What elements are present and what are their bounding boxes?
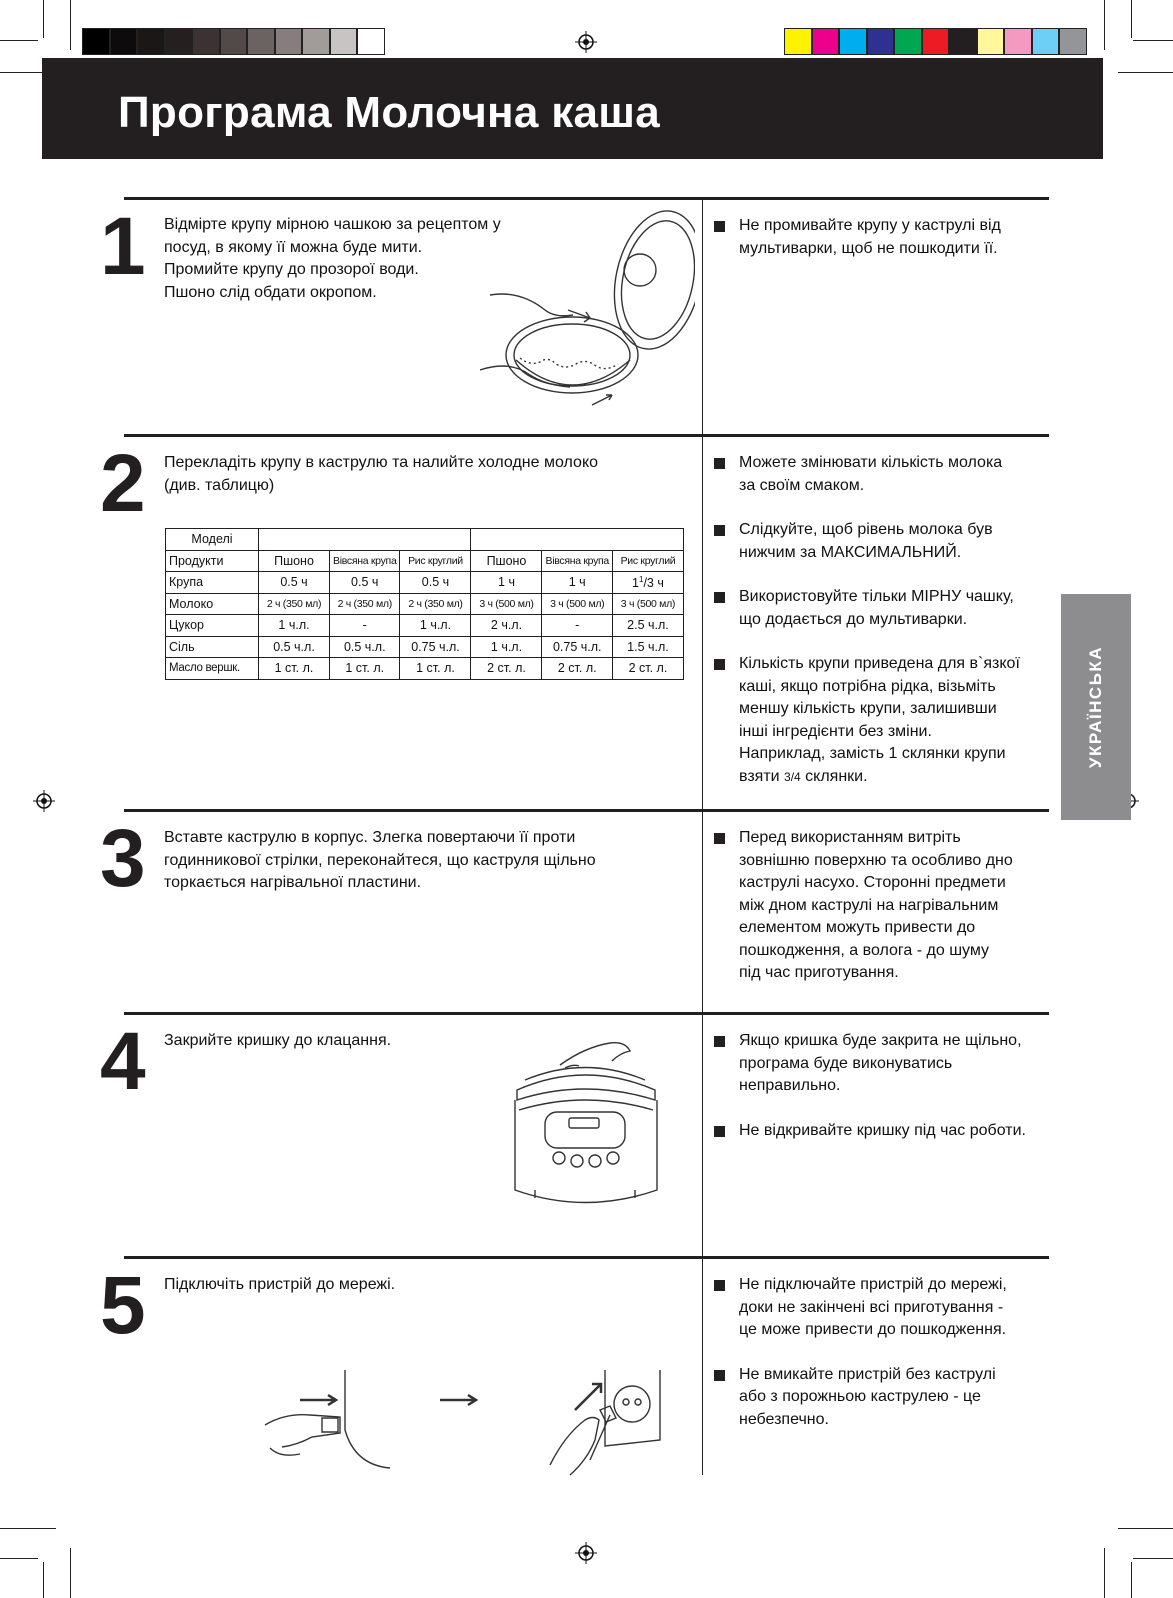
- note-item: [714, 1364, 1059, 1432]
- gray-swatch: [137, 28, 165, 55]
- crop-mark: [1133, 1558, 1173, 1559]
- color-swatch: [1059, 28, 1087, 55]
- step-2-line: (див. таблицю): [164, 476, 275, 494]
- square-bullet-icon: [714, 1280, 725, 1291]
- fraction: 3/4: [784, 769, 801, 784]
- table-cell: 1 ст. л.: [259, 658, 330, 680]
- note-line: Кількість крупи приведена для в`язкої: [739, 655, 1020, 672]
- note-line: Наприклад, замість 1 склянки крупи: [739, 745, 1006, 762]
- table-cell: [612, 572, 683, 594]
- crop-mark: [1118, 72, 1173, 73]
- note-line: [739, 766, 1059, 789]
- table-cell: Вівсяна крупа: [542, 550, 612, 572]
- note-line: що додається до мультиварки.: [739, 610, 968, 628]
- table-row: [166, 658, 684, 680]
- note-item: [714, 586, 1059, 631]
- square-bullet-icon: [714, 659, 725, 670]
- note-line: Не вмикайте пристрій без каструлі: [739, 1365, 996, 1383]
- step-3-notes: [714, 827, 1059, 1007]
- table-cell: 0.5 ч.л.: [259, 636, 330, 658]
- table-cell: 2.5 ч.л.: [612, 615, 683, 637]
- gray-swatch: [82, 28, 110, 55]
- page-title: Програма Молочна каша: [118, 88, 661, 137]
- gray-swatch: [247, 28, 275, 55]
- table-cell: Цукор: [166, 615, 259, 637]
- square-bullet-icon: [714, 1370, 725, 1381]
- table-cell: 3 ч (500 мл): [612, 593, 683, 615]
- color-swatch: [812, 28, 840, 55]
- square-bullet-icon: [714, 221, 725, 232]
- step-3-line: годинникової стрілки, переконайтеся, що каструля щільно: [164, 851, 596, 869]
- table-cell: 2 ст. л.: [471, 658, 542, 680]
- note-line: каструлі насухо. Сторонні предмети: [739, 874, 1006, 891]
- note-item: [714, 1274, 1059, 1342]
- step-1-notes: [714, 215, 1059, 282]
- crop-mark: [1104, 0, 1105, 50]
- note-line: Слідкуйте, щоб рівень молока був: [739, 521, 993, 538]
- note-line: під час приготування.: [739, 964, 899, 981]
- table-cell: 0.75 ч.л.: [400, 636, 471, 658]
- registration-mark-icon: [33, 790, 55, 812]
- table-cell: 1 ч.л.: [400, 615, 471, 637]
- step-1-line: посуд, в якому її можна буде мити.: [164, 238, 423, 256]
- crop-mark: [1131, 1562, 1132, 1598]
- gray-swatch: [110, 28, 138, 55]
- table-row: [166, 572, 684, 594]
- language-label: УКРАЇНСЬКА: [1086, 645, 1105, 769]
- table-cell: 3 ч (500 мл): [471, 593, 542, 615]
- step-2-notes: [714, 452, 1059, 810]
- note-line: доки не закінчені всі приготування -: [739, 1298, 1004, 1316]
- crop-mark: [1133, 40, 1173, 41]
- note-line: пошкодження, а волога - до шуму: [739, 941, 990, 959]
- note-item: [714, 452, 1059, 497]
- table-cell: [471, 529, 683, 551]
- crop-mark: [0, 1528, 56, 1529]
- table-cell: 2 ч (350 мл): [259, 593, 330, 615]
- crop-mark: [1131, 0, 1132, 38]
- gray-swatch: [220, 28, 248, 55]
- table-cell: 1 ст. л.: [330, 658, 400, 680]
- crop-mark: [43, 0, 44, 38]
- section-divider: [124, 1256, 1049, 1259]
- step-4-number: 4: [100, 1016, 146, 1107]
- note-line: каші, якщо потрібна рідка, візьміть: [739, 677, 996, 695]
- table-cell: 1 ч: [542, 572, 612, 594]
- crop-mark: [1104, 1548, 1105, 1598]
- table-cell: 0.75 ч.л.: [542, 636, 612, 658]
- multicooker-closed-lid-illustration: [505, 1040, 680, 1225]
- gray-swatch: [357, 28, 385, 55]
- table-cell: 2 ст. л.: [612, 658, 683, 680]
- step-4-notes: [714, 1030, 1059, 1164]
- color-swatch: [784, 28, 812, 55]
- note-line: мультиварки, щоб не пошкодити її.: [739, 239, 998, 257]
- square-bullet-icon: [714, 592, 725, 603]
- table-cell: Продукти: [166, 550, 259, 572]
- registration-mark-icon: [575, 1542, 597, 1564]
- table-cell: Сіль: [166, 636, 259, 658]
- table-cell: Крупа: [166, 572, 259, 594]
- note-line: Не підключайте пристрій до мережі,: [739, 1276, 1007, 1293]
- table-cell: 2 ч (350 мл): [400, 593, 471, 615]
- step-3-line: Вставте каструлю в корпус. Злегка повертаючи її проти: [164, 829, 576, 846]
- table-cell: 1 ч: [471, 572, 542, 594]
- step-4-line: Закрийте кришку до клацання.: [164, 1032, 392, 1049]
- registration-mark-icon: [575, 31, 597, 53]
- note-line: Використовуйте тільки МІРНУ чашку,: [739, 588, 1014, 605]
- note-line: нижчим за МАКСИМАЛЬНИЙ.: [739, 543, 962, 561]
- note-item: [714, 1030, 1059, 1098]
- crop-mark: [0, 40, 38, 41]
- square-bullet-icon: [714, 525, 725, 536]
- table-cell: Вівсяна крупа: [330, 550, 400, 572]
- step-3-number: 3: [100, 813, 146, 904]
- table-cell: 2 ст. л.: [542, 658, 612, 680]
- color-swatch: [867, 28, 895, 55]
- fraction-sup: 1: [639, 574, 644, 584]
- crop-mark: [0, 1558, 38, 1559]
- step-1-line: Відмірте крупу мірною чашкою за рецептом у: [164, 216, 501, 233]
- note-line: неправильно.: [739, 1077, 841, 1094]
- step-5-notes: [714, 1274, 1059, 1453]
- note-line: інші інгредієнти без зміни.: [739, 722, 932, 740]
- note-item: [714, 827, 1059, 985]
- square-bullet-icon: [714, 1126, 725, 1137]
- table-row: [166, 615, 684, 637]
- note-line: зовнішню поверхню та особливо дно: [739, 851, 1013, 869]
- note-item: [714, 519, 1059, 564]
- table-cell: -: [330, 615, 400, 637]
- table-row: [166, 636, 684, 658]
- color-swatch: [977, 28, 1005, 55]
- color-swatch: [839, 28, 867, 55]
- table-cell: Пшоно: [471, 550, 542, 572]
- table-cell: Масло вершк.: [166, 658, 259, 680]
- gray-swatch: [330, 28, 358, 55]
- table-cell: -: [542, 615, 612, 637]
- fraction-rest: /3 ч: [643, 575, 664, 590]
- crop-mark: [1118, 1528, 1173, 1529]
- gray-swatch: [165, 28, 193, 55]
- note-line: за своїм смаком.: [739, 476, 865, 494]
- section-divider: [124, 1012, 1049, 1015]
- note-text: склянки.: [800, 767, 868, 785]
- step-1-line: Пшоно слід обдати окропом.: [164, 283, 377, 301]
- table-cell: Пшоно: [259, 550, 330, 572]
- table-cell: Молоко: [166, 593, 259, 615]
- note-text: взяти: [739, 767, 785, 785]
- note-line: це може привести до пошкодження.: [739, 1321, 1007, 1338]
- step-3-line: торкається нагрівальної пластини.: [164, 874, 422, 891]
- table-cell: [259, 529, 471, 551]
- table-row: [166, 550, 684, 572]
- note-line: Можете змінювати кількість молока: [739, 454, 1003, 471]
- step-3-text: [164, 827, 684, 895]
- note-line: Перед використанням витріть: [739, 829, 961, 846]
- square-bullet-icon: [714, 833, 725, 844]
- table-cell: Моделі: [166, 529, 259, 551]
- note-line: Не відкривайте кришку під час роботи.: [739, 1121, 1026, 1139]
- table-cell: 1 ч.л.: [259, 615, 330, 637]
- table-cell: 2 ч (350 мл): [330, 593, 400, 615]
- note-item: [714, 1120, 1059, 1143]
- note-line: програма буде виконуватись: [739, 1054, 953, 1072]
- table-cell: 3 ч (500 мл): [542, 593, 612, 615]
- table-row: [166, 529, 684, 551]
- step-1-number: 1: [100, 201, 146, 292]
- note-item: [714, 653, 1059, 788]
- plug-in-illustration: [260, 1370, 680, 1480]
- step-5-text: [164, 1274, 684, 1297]
- note-line: небезпечно.: [739, 1410, 829, 1428]
- table-cell: 0.5 ч: [400, 572, 471, 594]
- step-2-line: Перекладіть крупу в каструлю та налийте холодне молоко: [164, 454, 599, 471]
- color-swatch: [1004, 28, 1032, 55]
- color-swatch: [949, 28, 977, 55]
- language-side-tab: [1061, 594, 1131, 820]
- ingredients-table: [165, 528, 684, 680]
- fraction-whole: 1: [632, 575, 639, 590]
- section-divider: [124, 434, 1049, 437]
- gray-swatch: [275, 28, 303, 55]
- color-swatch: [894, 28, 922, 55]
- color-swatch: [922, 28, 950, 55]
- washing-rice-pot-illustration: [480, 210, 695, 425]
- step-5-number: 5: [100, 1260, 146, 1351]
- crop-mark: [43, 1562, 44, 1598]
- crop-mark: [70, 0, 71, 50]
- step-2-number: 2: [100, 438, 146, 529]
- note-line: Якщо кришка буде закрита не щільно,: [739, 1032, 1022, 1049]
- table-cell: 2 ч.л.: [471, 615, 542, 637]
- crop-mark: [70, 1548, 71, 1598]
- note-line: елементом можуть привести до: [739, 919, 976, 936]
- note-line: Не промивайте крупу у каструлі від: [739, 217, 1001, 234]
- note-line: між дном каструлі на нагрівальним: [739, 896, 999, 914]
- step-1-line: Промийте крупу до прозорої води.: [164, 261, 419, 278]
- step-2-text: [164, 452, 684, 497]
- note-line: або з порожньою каструлею - це: [739, 1388, 981, 1405]
- table-cell: 0.5 ч.л.: [330, 636, 400, 658]
- square-bullet-icon: [714, 458, 725, 469]
- table-cell: 1 ст. л.: [400, 658, 471, 680]
- table-cell: Рис круглий: [612, 550, 683, 572]
- table-cell: 1.5 ч.л.: [612, 636, 683, 658]
- section-divider: [124, 197, 1049, 200]
- table-row: [166, 593, 684, 615]
- square-bullet-icon: [714, 1036, 725, 1047]
- gray-swatch: [302, 28, 330, 55]
- gray-swatch: [192, 28, 220, 55]
- table-cell: Рис круглий: [400, 550, 471, 572]
- column-divider: [702, 198, 703, 1475]
- table-cell: 1 ч.л.: [471, 636, 542, 658]
- note-item: [714, 215, 1059, 260]
- color-swatch: [1032, 28, 1060, 55]
- table-cell: 0.5 ч: [330, 572, 400, 594]
- note-line: меншу кількість крупи, залишивши: [739, 700, 997, 717]
- step-5-line: Підключіть пристрій до мережі.: [164, 1276, 396, 1293]
- table-cell: 0.5 ч: [259, 572, 330, 594]
